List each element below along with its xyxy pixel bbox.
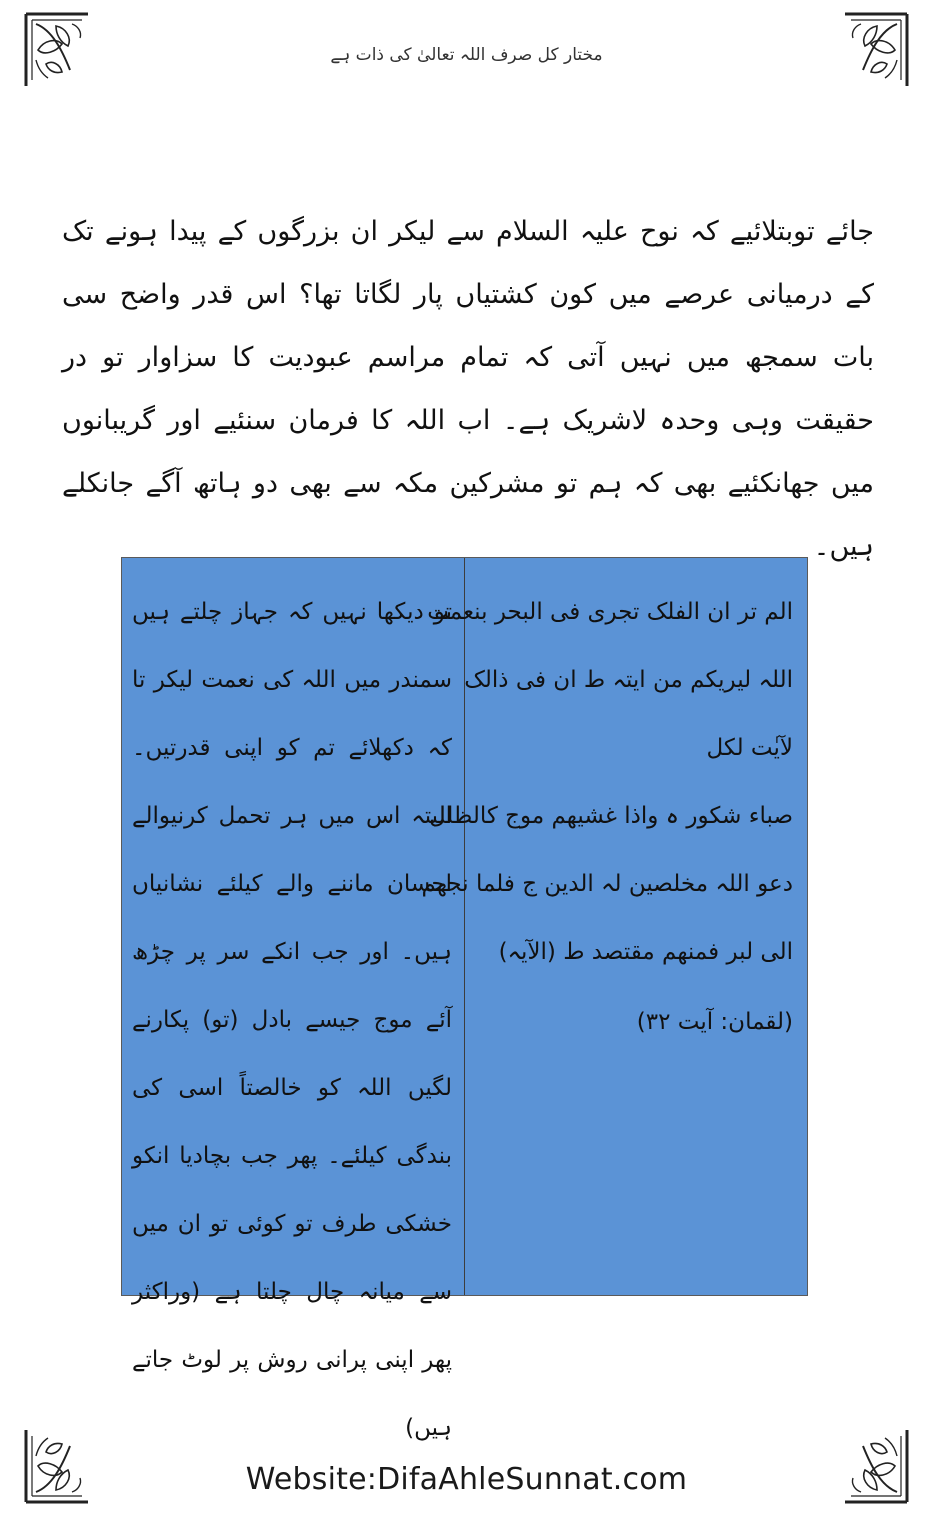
arabic-verse-line: الم تر ان الفلک تجری فی البحر بنعمت	[427, 599, 793, 625]
arabic-verse-line: دعو اللہ مخلصین لہ الدین ج فلما نجھم	[421, 871, 793, 897]
arabic-verse-line: صباء شکور ہ واذا غشیھم موج کالظلل	[428, 803, 793, 829]
arabic-verse-line: الی لبر فمنھم مقتصد ط (الآیہ)	[498, 939, 793, 965]
verse-table	[121, 557, 808, 1441]
translation-cell: تو دیکھا نہیں کہ جہاز چلتے ہیں سمندر میں اللہ کی نعمت لیکر تا کہ دکھلائے تم کو اپنی قدرتیں۔ البتہ اس میں ہر تحمل کرنیوالے احسان ماننے والے کیلئے نشانیاں ہیں۔ اور جب انکے سر پر چڑھ آئے موج جیسے بادل (تو) پکارنے لگیں اللہ کو خالصتاً اسی کی بندگی کیلئے۔ پھر جب بچادیا انکو خشکی طرف تو کوئی تو ان میں سے میانہ چال چلتا ہے (وراکثر پھر اپنی پرانی روش پر لوٹ جاتے ہیں)	[132, 599, 452, 1441]
page-title: مختار کل صرف اللہ تعالیٰ کی ذات ہے	[330, 45, 603, 65]
intro-paragraph: جائے توبتلائیے کہ نوح علیہ السلام سے لیکر ان بزرگوں کے پیدا ہونے تک کے درمیانی عرصے میں کون کشتیاں پار لگاتا تھا؟ اس قدر واضح سی بات سمجھ میں نہیں آتی کہ تمام مراسم عبودیت کا سزاوار تو در حقیقت وہی وحدہ لاشریک ہے۔ اب اللہ کا فرمان سنئیے اور گریبانوں میں جھانکئیے بھی کہ ہم تو مشرکین مکہ سے بھی دو ہاتھ آگے جانکلے ہیں۔	[62, 216, 874, 562]
verse-reference: (لقمان: آیت ۳۲)	[636, 1009, 793, 1035]
arabic-verse-line: اللہ لیریکم من ایتہ ط ان فی ذالک	[464, 667, 793, 693]
arabic-verse-line: لآیٰت لکل	[706, 735, 793, 761]
arabic-verse-cell	[421, 558, 807, 1295]
website-footer: Website:DifaAhleSunnat.com	[245, 1462, 688, 1497]
